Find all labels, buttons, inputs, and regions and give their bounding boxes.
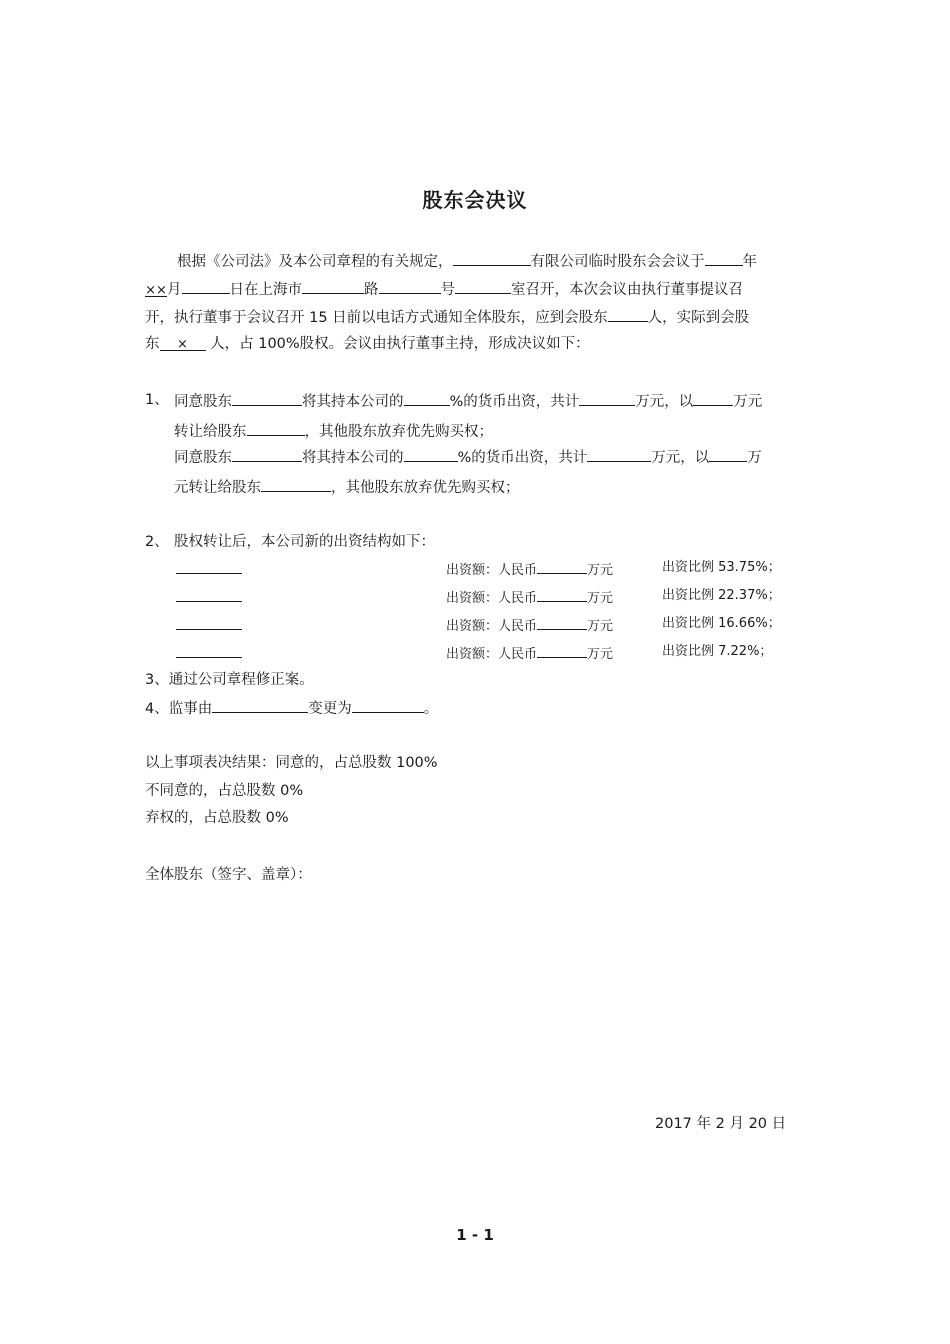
item-text: %的货币出资，共计	[457, 450, 588, 466]
intro-text: 东	[145, 336, 160, 352]
table-row	[176, 614, 242, 637]
item-1-line-1	[174, 390, 762, 412]
item-text: 万元，以	[651, 450, 710, 466]
item-text: ，其他股东放弃优先购买权；	[331, 480, 520, 496]
item-1-line-2	[174, 420, 493, 442]
item-1-line-3	[174, 446, 762, 468]
table-row-amount	[446, 586, 613, 609]
amount-unit: 万元	[587, 647, 614, 662]
item-2-number: 2、	[145, 534, 169, 550]
intro-line-3	[145, 306, 749, 328]
item-1-number: 1、	[145, 392, 169, 408]
amount-unit: 万元	[587, 619, 614, 634]
document-title: 股东会决议	[422, 188, 528, 212]
shareholder-blank	[176, 614, 242, 630]
item-text: 万	[747, 450, 762, 466]
intro-line-4	[145, 334, 590, 354]
number-blank	[379, 278, 441, 294]
intro-text: 月	[167, 282, 182, 298]
amount-blank	[579, 390, 635, 406]
actual-attendance-value: ×	[160, 335, 206, 351]
table-row-ratio: 出资比例 53.75%；	[662, 560, 781, 575]
vote-disagree: 不同意的，占总股数 0%	[145, 783, 304, 799]
table-row-amount	[446, 642, 613, 665]
road-blank	[302, 278, 364, 294]
vote-abstain: 弃权的，占总股数 0%	[145, 810, 289, 826]
shareholder-blank	[176, 586, 242, 602]
transferor-blank	[232, 446, 302, 462]
item-text: 转让给股东	[174, 424, 247, 440]
amount-label: 出资额：人民币	[446, 647, 538, 662]
item-text: 万元，以	[635, 394, 694, 410]
year-blank	[705, 250, 743, 266]
intro-line-1	[177, 250, 757, 272]
intro-text: 年	[742, 254, 757, 270]
item-text: 将其持本公司的	[302, 450, 404, 466]
expected-attendance-blank	[608, 306, 648, 322]
percent-blank	[404, 446, 458, 462]
table-row-amount	[446, 614, 613, 637]
item-text: %的货币出资，共计	[449, 394, 580, 410]
intro-text: 路	[364, 282, 379, 298]
table-row-ratio: 出资比例 22.37%；	[662, 588, 781, 603]
old-supervisor-blank	[212, 697, 308, 713]
day-blank	[182, 278, 230, 294]
table-row-ratio: 出资比例 16.66%；	[662, 616, 781, 631]
amount-unit: 万元	[587, 563, 614, 578]
item-text: 万元	[733, 394, 763, 410]
amount-label: 出资额：人民币	[446, 591, 538, 606]
intro-text: 人，占 100%股权。会议由执行董事主持，形成决议如下：	[210, 336, 590, 352]
intro-text: 号	[440, 282, 455, 298]
item-1-line-4	[174, 476, 520, 498]
intro-text: 根据《公司法》及本公司章程的有关规定，	[177, 254, 453, 270]
table-row	[176, 586, 242, 609]
item-text: 元转让给股东	[174, 480, 261, 496]
page-number: 1 - 1	[456, 1226, 494, 1244]
intro-text: 人，实际到会股	[647, 310, 750, 326]
price-blank	[709, 446, 747, 462]
intro-line-2	[145, 278, 743, 300]
amount-label: 出资额：人民币	[446, 563, 538, 578]
item-2-text: 股权转让后，本公司新的出资结构如下：	[174, 534, 435, 550]
shareholder-blank	[176, 558, 242, 574]
intro-text: 开，执行董事于会议召开 15 日前以电话方式通知全体股东，应到会股东	[145, 310, 608, 326]
item-text: 。	[423, 701, 439, 717]
amount-blank	[537, 614, 587, 630]
room-blank	[455, 278, 511, 294]
vote-agree: 以上事项表决结果：同意的，占总股数 100%	[145, 755, 438, 771]
table-row-amount	[446, 558, 613, 581]
amount-unit: 万元	[587, 591, 614, 606]
table-row	[176, 642, 242, 665]
item-text: 同意股东	[174, 394, 232, 410]
month-value: ××	[145, 283, 167, 298]
intro-text: 室召开，本次会议由执行董事提议召	[511, 282, 743, 298]
table-row	[176, 558, 242, 581]
document-date: 2017 年 2 月 20 日	[655, 1116, 787, 1132]
amount-label: 出资额：人民币	[446, 619, 538, 634]
shareholder-blank	[176, 642, 242, 658]
price-blank	[693, 390, 733, 406]
amount-blank	[587, 446, 651, 462]
transferee-blank	[247, 420, 305, 436]
company-name-blank	[453, 250, 531, 266]
new-supervisor-blank	[352, 697, 424, 713]
transferor-blank	[232, 390, 302, 406]
amount-blank	[537, 642, 587, 658]
amount-blank	[537, 558, 587, 574]
table-row-ratio: 出资比例 7.22%；	[662, 644, 773, 659]
signature-label: 全体股东（签字、盖章）：	[145, 867, 312, 883]
item-text: ，其他股东放弃优先购买权；	[304, 424, 493, 440]
transferee-blank	[261, 476, 331, 492]
item-text: 将其持本公司的	[302, 394, 404, 410]
intro-text: 有限公司临时股东会会议于	[530, 254, 705, 270]
item-text: 同意股东	[174, 450, 232, 466]
percent-blank	[404, 390, 450, 406]
item-3: 3、通过公司章程修正案。	[145, 672, 314, 688]
intro-text: 日在上海市	[229, 282, 302, 298]
item-4	[145, 697, 438, 719]
item-text: 4、监事由	[145, 701, 213, 717]
amount-blank	[537, 586, 587, 602]
item-text: 变更为	[308, 701, 352, 717]
